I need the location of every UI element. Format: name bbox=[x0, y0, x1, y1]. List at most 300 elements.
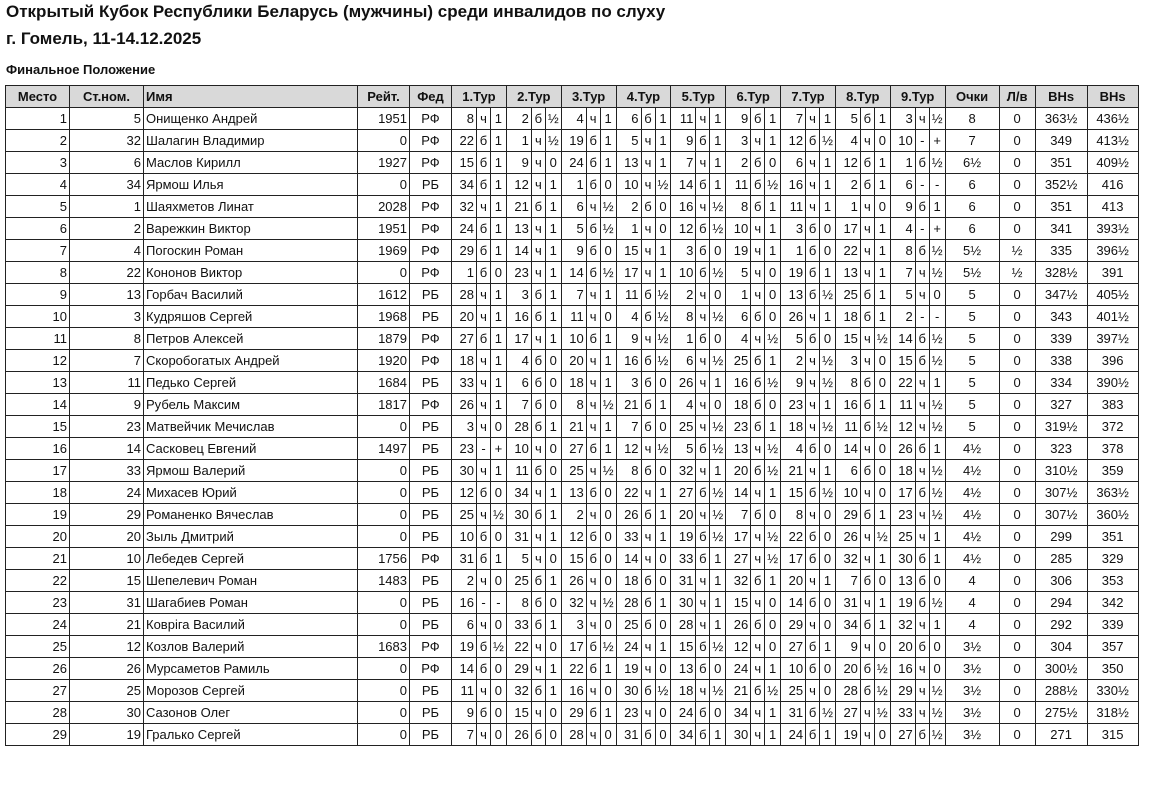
opponent-cell: 16 bbox=[835, 394, 860, 416]
color-cell: ч bbox=[806, 108, 820, 130]
opponent-cell: 6 bbox=[561, 196, 586, 218]
rating-cell: 1879 bbox=[358, 328, 410, 350]
opponent-cell: 31 bbox=[506, 526, 531, 548]
result-cell: ½ bbox=[710, 438, 726, 460]
color-cell: ч bbox=[586, 284, 600, 306]
name-cell: Матвейчик Мечислав bbox=[144, 416, 358, 438]
rating-cell: 0 bbox=[358, 680, 410, 702]
color-cell: б bbox=[477, 658, 491, 680]
result-cell: 1 bbox=[710, 460, 726, 482]
result-cell: 1 bbox=[874, 614, 890, 636]
opponent-cell: 24 bbox=[616, 636, 641, 658]
opponent-cell: 17 bbox=[890, 482, 915, 504]
color-cell: ч bbox=[531, 218, 545, 240]
opponent-cell: 6 bbox=[671, 350, 696, 372]
bhs2-cell: 405½ bbox=[1087, 284, 1138, 306]
color-cell: б bbox=[915, 592, 929, 614]
result-cell: ½ bbox=[874, 416, 890, 438]
opponent-cell: 16 bbox=[890, 658, 915, 680]
color-cell: ч bbox=[531, 438, 545, 460]
color-cell: ч bbox=[860, 526, 874, 548]
color-cell: б bbox=[806, 548, 820, 570]
name-cell: Онищенко Андрей bbox=[144, 108, 358, 130]
place-cell: 11 bbox=[6, 328, 70, 350]
color-cell: б bbox=[751, 350, 765, 372]
opponent-cell: 28 bbox=[506, 416, 531, 438]
result-cell: ½ bbox=[929, 680, 945, 702]
result-cell: 1 bbox=[655, 504, 671, 526]
rating-cell: 1951 bbox=[358, 218, 410, 240]
color-cell: б bbox=[477, 328, 491, 350]
opponent-cell: 10 bbox=[616, 174, 641, 196]
opponent-cell: 26 bbox=[616, 504, 641, 526]
result-cell: 0 bbox=[874, 196, 890, 218]
result-cell: ½ bbox=[765, 548, 781, 570]
color-cell: б bbox=[806, 284, 820, 306]
table-row bbox=[6, 570, 1139, 592]
color-cell: ч bbox=[860, 240, 874, 262]
opponent-cell: 7 bbox=[835, 570, 860, 592]
table-row bbox=[6, 240, 1139, 262]
lb-cell: 0 bbox=[999, 680, 1035, 702]
opponent-cell: 16 bbox=[452, 592, 477, 614]
color-cell: ч bbox=[915, 108, 929, 130]
rating-cell: 1483 bbox=[358, 570, 410, 592]
color-cell: ч bbox=[531, 702, 545, 724]
opponent-cell: 13 bbox=[781, 284, 806, 306]
result-cell: 0 bbox=[491, 262, 507, 284]
opponent-cell: 29 bbox=[890, 680, 915, 702]
opponent-cell: 3 bbox=[616, 372, 641, 394]
color-cell: ч bbox=[696, 152, 710, 174]
color-cell: ч bbox=[641, 548, 655, 570]
result-cell: 0 bbox=[710, 658, 726, 680]
result-cell: ½ bbox=[600, 218, 616, 240]
color-cell: б bbox=[696, 130, 710, 152]
opponent-cell: 18 bbox=[671, 680, 696, 702]
color-cell: ч bbox=[641, 328, 655, 350]
bhs1-cell: 334 bbox=[1035, 372, 1087, 394]
bhs1-cell: 292 bbox=[1035, 614, 1087, 636]
opponent-cell: 3 bbox=[890, 108, 915, 130]
name-cell: Ковріга Василий bbox=[144, 614, 358, 636]
color-cell: б bbox=[586, 328, 600, 350]
color-cell: б bbox=[806, 724, 820, 746]
color-cell: ч bbox=[531, 328, 545, 350]
opponent-cell: 15 bbox=[890, 350, 915, 372]
opponent-cell: 4 bbox=[890, 218, 915, 240]
opponent-cell: 9 bbox=[890, 196, 915, 218]
opponent-cell: 18 bbox=[726, 394, 751, 416]
opponent-cell: 11 bbox=[616, 284, 641, 306]
opponent-cell: 8 bbox=[890, 240, 915, 262]
rating-cell: 1756 bbox=[358, 548, 410, 570]
result-cell: 1 bbox=[545, 328, 561, 350]
color-cell: б bbox=[641, 350, 655, 372]
bhs1-cell: 288½ bbox=[1035, 680, 1087, 702]
rating-cell: 1683 bbox=[358, 636, 410, 658]
color-cell: б bbox=[696, 636, 710, 658]
fed-cell: РБ bbox=[410, 724, 452, 746]
result-cell: ½ bbox=[929, 504, 945, 526]
color-cell: ч bbox=[586, 614, 600, 636]
color-cell: б bbox=[696, 240, 710, 262]
lb-cell: 0 bbox=[999, 438, 1035, 460]
opponent-cell: 10 bbox=[452, 526, 477, 548]
color-cell: ч bbox=[696, 284, 710, 306]
fed-cell: РФ bbox=[410, 328, 452, 350]
opponent-cell: 23 bbox=[890, 504, 915, 526]
result-cell: ½ bbox=[710, 526, 726, 548]
bhs1-cell: 341 bbox=[1035, 218, 1087, 240]
result-cell: ½ bbox=[710, 196, 726, 218]
rating-cell: 0 bbox=[358, 460, 410, 482]
bhs2-cell: 342 bbox=[1087, 592, 1138, 614]
fed-cell: РБ bbox=[410, 680, 452, 702]
opponent-cell: 19 bbox=[781, 262, 806, 284]
result-cell: 1 bbox=[491, 372, 507, 394]
result-cell: 1 bbox=[600, 328, 616, 350]
result-cell: 0 bbox=[600, 174, 616, 196]
color-cell: б bbox=[696, 702, 710, 724]
start-no-cell: 31 bbox=[70, 592, 144, 614]
place-cell: 16 bbox=[6, 438, 70, 460]
color-cell: б bbox=[860, 504, 874, 526]
place-cell: 27 bbox=[6, 680, 70, 702]
bhs1-cell: 338 bbox=[1035, 350, 1087, 372]
color-cell: ч bbox=[860, 262, 874, 284]
result-cell: 0 bbox=[545, 394, 561, 416]
color-cell: ч bbox=[806, 680, 820, 702]
result-cell: ½ bbox=[874, 526, 890, 548]
place-cell: 26 bbox=[6, 658, 70, 680]
color-cell: б bbox=[586, 174, 600, 196]
color-cell: - bbox=[477, 438, 491, 460]
result-cell: 1 bbox=[874, 592, 890, 614]
color-cell: б bbox=[477, 702, 491, 724]
bhs2-cell: 391 bbox=[1087, 262, 1138, 284]
color-cell: б bbox=[806, 658, 820, 680]
result-cell: 0 bbox=[874, 724, 890, 746]
opponent-cell: 23 bbox=[506, 262, 531, 284]
color-cell: б bbox=[641, 680, 655, 702]
table-row bbox=[6, 174, 1139, 196]
start-no-cell: 32 bbox=[70, 130, 144, 152]
place-cell: 17 bbox=[6, 460, 70, 482]
result-cell: 1 bbox=[874, 240, 890, 262]
color-cell: б bbox=[915, 636, 929, 658]
result-cell: 1 bbox=[655, 592, 671, 614]
table-row bbox=[6, 372, 1139, 394]
lb-cell: 0 bbox=[999, 482, 1035, 504]
opponent-cell: 20 bbox=[835, 658, 860, 680]
color-cell: ч bbox=[586, 394, 600, 416]
opponent-cell: 3 bbox=[835, 350, 860, 372]
color-cell: ч bbox=[696, 592, 710, 614]
lb-cell: 0 bbox=[999, 108, 1035, 130]
result-cell: 0 bbox=[600, 526, 616, 548]
result-cell: 0 bbox=[820, 218, 836, 240]
color-cell: б bbox=[806, 702, 820, 724]
opponent-cell: 32 bbox=[835, 548, 860, 570]
opponent-cell: 23 bbox=[616, 702, 641, 724]
name-cell: Варежкин Виктор bbox=[144, 218, 358, 240]
opponent-cell: 8 bbox=[671, 306, 696, 328]
color-cell: б bbox=[751, 108, 765, 130]
start-no-cell: 1 bbox=[70, 196, 144, 218]
color-cell: б bbox=[806, 438, 820, 460]
opponent-cell: 14 bbox=[890, 328, 915, 350]
bhs2-cell: 329 bbox=[1087, 548, 1138, 570]
color-cell: б bbox=[860, 680, 874, 702]
color-cell: б bbox=[586, 636, 600, 658]
lb-cell: 0 bbox=[999, 152, 1035, 174]
opponent-cell: 4 bbox=[506, 350, 531, 372]
result-cell: 0 bbox=[600, 504, 616, 526]
opponent-cell: 34 bbox=[835, 614, 860, 636]
color-cell: ч bbox=[806, 372, 820, 394]
fed-cell: РБ bbox=[410, 482, 452, 504]
rating-cell: 0 bbox=[358, 504, 410, 526]
result-cell: ½ bbox=[600, 592, 616, 614]
color-cell: б bbox=[751, 680, 765, 702]
bhs2-cell: 372 bbox=[1087, 416, 1138, 438]
start-no-cell: 26 bbox=[70, 658, 144, 680]
color-cell: б bbox=[477, 482, 491, 504]
bhs1-cell: 307½ bbox=[1035, 504, 1087, 526]
result-cell: ½ bbox=[710, 482, 726, 504]
opponent-cell: 32 bbox=[726, 570, 751, 592]
opponent-cell: 15 bbox=[506, 702, 531, 724]
lb-cell: 0 bbox=[999, 658, 1035, 680]
color-cell: ч bbox=[915, 702, 929, 724]
opponent-cell: 14 bbox=[726, 482, 751, 504]
result-cell: 0 bbox=[765, 592, 781, 614]
place-cell: 24 bbox=[6, 614, 70, 636]
col-start-no: Ст.ном. bbox=[70, 86, 144, 108]
color-cell: б bbox=[531, 570, 545, 592]
result-cell: 0 bbox=[491, 570, 507, 592]
opponent-cell: 7 bbox=[781, 108, 806, 130]
color-cell: б bbox=[806, 240, 820, 262]
result-cell: + bbox=[929, 130, 945, 152]
result-cell: 0 bbox=[874, 482, 890, 504]
start-no-cell: 9 bbox=[70, 394, 144, 416]
result-cell: ½ bbox=[929, 416, 945, 438]
bhs2-cell: 390½ bbox=[1087, 372, 1138, 394]
color-cell: б bbox=[641, 416, 655, 438]
bhs1-cell: 271 bbox=[1035, 724, 1087, 746]
col-name: Имя bbox=[144, 86, 358, 108]
result-cell: ½ bbox=[655, 350, 671, 372]
bhs2-cell: 396½ bbox=[1087, 240, 1138, 262]
result-cell: 1 bbox=[820, 108, 836, 130]
start-no-cell: 30 bbox=[70, 702, 144, 724]
result-cell: 0 bbox=[655, 460, 671, 482]
lb-cell: 0 bbox=[999, 526, 1035, 548]
opponent-cell: 9 bbox=[452, 702, 477, 724]
result-cell: 1 bbox=[655, 636, 671, 658]
points-cell: 6 bbox=[945, 196, 999, 218]
color-cell: ч bbox=[860, 130, 874, 152]
color-cell: б bbox=[915, 328, 929, 350]
color-cell: б bbox=[751, 372, 765, 394]
color-cell: б bbox=[586, 702, 600, 724]
opponent-cell: 25 bbox=[452, 504, 477, 526]
points-cell: 5½ bbox=[945, 240, 999, 262]
col-points: Очки bbox=[945, 86, 999, 108]
color-cell: б bbox=[860, 614, 874, 636]
place-cell: 21 bbox=[6, 548, 70, 570]
rating-cell: 0 bbox=[358, 174, 410, 196]
bhs1-cell: 349 bbox=[1035, 130, 1087, 152]
result-cell: 1 bbox=[820, 570, 836, 592]
table-row bbox=[6, 636, 1139, 658]
color-cell: ч bbox=[751, 702, 765, 724]
rating-cell: 1969 bbox=[358, 240, 410, 262]
color-cell: ч bbox=[477, 460, 491, 482]
start-no-cell: 7 bbox=[70, 350, 144, 372]
start-no-cell: 3 bbox=[70, 306, 144, 328]
color-cell: б bbox=[751, 152, 765, 174]
color-cell: б bbox=[531, 394, 545, 416]
opponent-cell: 17 bbox=[726, 526, 751, 548]
result-cell: 1 bbox=[874, 108, 890, 130]
fed-cell: РБ bbox=[410, 372, 452, 394]
opponent-cell: 20 bbox=[671, 504, 696, 526]
color-cell: ч bbox=[641, 218, 655, 240]
lb-cell: ½ bbox=[999, 240, 1035, 262]
result-cell: 1 bbox=[600, 108, 616, 130]
color-cell: б bbox=[586, 130, 600, 152]
opponent-cell: 31 bbox=[781, 702, 806, 724]
result-cell: ½ bbox=[545, 108, 561, 130]
result-cell: 1 bbox=[874, 262, 890, 284]
result-cell: 1 bbox=[710, 108, 726, 130]
place-cell: 5 bbox=[6, 196, 70, 218]
opponent-cell: 10 bbox=[671, 262, 696, 284]
result-cell: - bbox=[491, 592, 507, 614]
bhs1-cell: 304 bbox=[1035, 636, 1087, 658]
start-no-cell: 4 bbox=[70, 240, 144, 262]
color-cell: б bbox=[586, 526, 600, 548]
start-no-cell: 23 bbox=[70, 416, 144, 438]
opponent-cell: 15 bbox=[561, 548, 586, 570]
place-cell: 18 bbox=[6, 482, 70, 504]
lb-cell: 0 bbox=[999, 130, 1035, 152]
rating-cell: 1684 bbox=[358, 372, 410, 394]
color-cell: б bbox=[531, 614, 545, 636]
result-cell: ½ bbox=[710, 262, 726, 284]
color-cell: ч bbox=[641, 636, 655, 658]
result-cell: 1 bbox=[545, 218, 561, 240]
color-cell: ч bbox=[806, 174, 820, 196]
points-cell: 6 bbox=[945, 218, 999, 240]
rating-cell: 1920 bbox=[358, 350, 410, 372]
result-cell: 1 bbox=[491, 460, 507, 482]
color-cell: ч bbox=[751, 724, 765, 746]
opponent-cell: 9 bbox=[835, 636, 860, 658]
opponent-cell: 22 bbox=[890, 372, 915, 394]
result-cell: 1 bbox=[491, 130, 507, 152]
points-cell: 5 bbox=[945, 306, 999, 328]
opponent-cell: 22 bbox=[616, 482, 641, 504]
result-cell: ½ bbox=[929, 240, 945, 262]
start-no-cell: 5 bbox=[70, 108, 144, 130]
color-cell: ч bbox=[860, 636, 874, 658]
result-cell: 0 bbox=[655, 614, 671, 636]
lb-cell: 0 bbox=[999, 174, 1035, 196]
start-no-cell: 29 bbox=[70, 504, 144, 526]
result-cell: 0 bbox=[710, 284, 726, 306]
lb-cell: 0 bbox=[999, 570, 1035, 592]
result-cell: 1 bbox=[545, 174, 561, 196]
points-cell: 4 bbox=[945, 570, 999, 592]
opponent-cell: 4 bbox=[835, 130, 860, 152]
color-cell: б bbox=[860, 174, 874, 196]
lb-cell: 0 bbox=[999, 614, 1035, 636]
fed-cell: РФ bbox=[410, 350, 452, 372]
result-cell: 1 bbox=[710, 592, 726, 614]
table-row bbox=[6, 526, 1139, 548]
opponent-cell: 6 bbox=[781, 152, 806, 174]
opponent-cell: 8 bbox=[616, 460, 641, 482]
result-cell: 1 bbox=[545, 306, 561, 328]
col-round-5: 5.Тур bbox=[671, 86, 726, 108]
color-cell: ч bbox=[586, 460, 600, 482]
result-cell: 0 bbox=[655, 724, 671, 746]
name-cell: Гралько Сергей bbox=[144, 724, 358, 746]
points-cell: 4 bbox=[945, 614, 999, 636]
color-cell: ч bbox=[641, 658, 655, 680]
result-cell: 1 bbox=[820, 724, 836, 746]
opponent-cell: 11 bbox=[890, 394, 915, 416]
opponent-cell: 2 bbox=[616, 196, 641, 218]
table-row bbox=[6, 196, 1139, 218]
bhs1-cell: 306 bbox=[1035, 570, 1087, 592]
result-cell: ½ bbox=[874, 702, 890, 724]
result-cell: 0 bbox=[491, 680, 507, 702]
color-cell: б bbox=[915, 438, 929, 460]
result-cell: 0 bbox=[874, 438, 890, 460]
table-row bbox=[6, 680, 1139, 702]
result-cell: ½ bbox=[710, 306, 726, 328]
color-cell: б bbox=[531, 196, 545, 218]
result-cell: ½ bbox=[655, 438, 671, 460]
result-cell: 0 bbox=[491, 416, 507, 438]
points-cell: 5 bbox=[945, 350, 999, 372]
color-cell: б bbox=[531, 416, 545, 438]
start-no-cell: 24 bbox=[70, 482, 144, 504]
rating-cell: 2028 bbox=[358, 196, 410, 218]
opponent-cell: 7 bbox=[616, 416, 641, 438]
result-cell: 1 bbox=[600, 152, 616, 174]
opponent-cell: 15 bbox=[671, 636, 696, 658]
bhs1-cell: 347½ bbox=[1035, 284, 1087, 306]
opponent-cell: 27 bbox=[781, 636, 806, 658]
color-cell: б bbox=[751, 196, 765, 218]
color-cell: ч bbox=[696, 504, 710, 526]
place-cell: 14 bbox=[6, 394, 70, 416]
opponent-cell: 22 bbox=[561, 658, 586, 680]
result-cell: + bbox=[491, 438, 507, 460]
points-cell: 5 bbox=[945, 372, 999, 394]
rating-cell: 0 bbox=[358, 614, 410, 636]
opponent-cell: 21 bbox=[616, 394, 641, 416]
result-cell: ½ bbox=[710, 636, 726, 658]
opponent-cell: 32 bbox=[890, 614, 915, 636]
opponent-cell: 17 bbox=[781, 548, 806, 570]
